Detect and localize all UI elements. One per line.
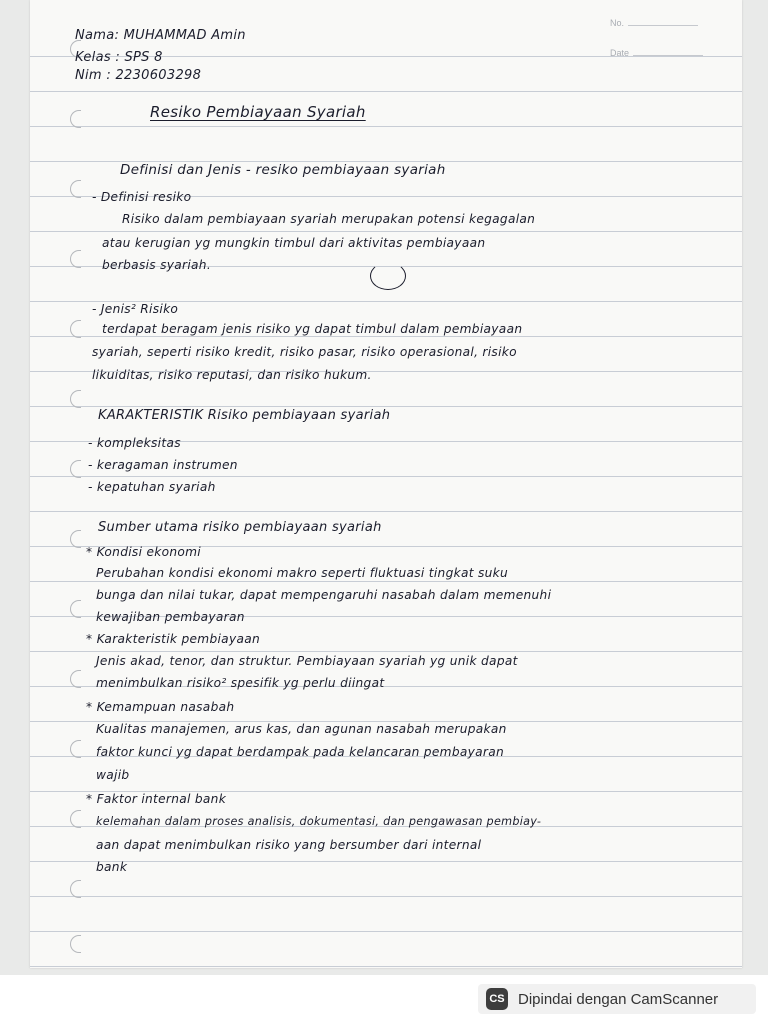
- sumber-heading: Sumber utama risiko pembiayaan syariah: [98, 520, 382, 535]
- sumber-line: bank: [96, 860, 128, 874]
- note-title: Resiko Pembiayaan Syariah: [150, 103, 366, 121]
- sumber-line: * Kondisi ekonomi: [86, 545, 201, 559]
- definisi-heading: Definisi dan Jenis - resiko pembiayaan syariah: [120, 162, 446, 178]
- binder-holes: [70, 30, 90, 950]
- definisi-line: Risiko dalam pembiayaan syariah merupakan potensi kegagalan: [122, 212, 536, 226]
- jenis-line: - Jenis² Risiko: [92, 302, 179, 316]
- jenis-line: syariah, seperti risiko kredit, risiko pasar, risiko operasional, risiko: [92, 345, 517, 359]
- sumber-line: kewajiban pembayaran: [96, 610, 245, 624]
- sumber-line: Jenis akad, tenor, dan struktur. Pembiayaan syariah yg unik dapat: [96, 654, 518, 668]
- definisi-line: berbasis syariah.: [102, 258, 212, 272]
- sumber-line: menimbulkan risiko² spesifik yg perlu diingat: [96, 676, 385, 690]
- paper-no-field: No.: [610, 18, 698, 28]
- karakteristik-item: - kompleksitas: [88, 436, 181, 450]
- karakteristik-item: - keragaman instrumen: [88, 458, 238, 472]
- sumber-line: * Karakteristik pembiayaan: [86, 632, 261, 646]
- karakteristik-item: - kepatuhan syariah: [88, 480, 216, 494]
- sumber-line: Perubahan kondisi ekonomi makro seperti fluktuasi tingkat suku: [96, 566, 509, 580]
- sumber-line: * Faktor internal bank: [86, 792, 227, 806]
- camscanner-text: Dipindai dengan CamScanner: [518, 990, 719, 1008]
- jenis-line: terdapat beragam jenis risiko yg dapat timbul dalam pembiayaan: [102, 322, 523, 336]
- karakteristik-heading: KARAKTERISTIK Risiko pembiayaan syariah: [98, 408, 391, 423]
- definisi-line: - Definisi resiko: [92, 190, 192, 204]
- sumber-line: kelemahan dalam proses analisis, dokumentasi, dan pengawasan pembiay-: [96, 815, 542, 828]
- doodle-mark: [370, 262, 406, 290]
- student-nim: Nim : 2230603298: [75, 68, 202, 83]
- notebook-page: [30, 0, 742, 968]
- sumber-line: wajib: [96, 768, 130, 782]
- sumber-line: faktor kunci yg dapat berdampak pada kelancaran pembayaran: [96, 745, 505, 759]
- student-class: Kelas : SPS 8: [75, 50, 163, 65]
- camscanner-watermark: [478, 984, 756, 1014]
- jenis-line: likuiditas, risiko reputasi, dan risiko hukum.: [92, 368, 372, 382]
- camscanner-logo: CS: [486, 988, 508, 1010]
- sumber-line: * Kemampuan nasabah: [86, 700, 235, 714]
- sumber-line: bunga dan nilai tukar, dapat mempengaruhi nasabah dalam memenuhi: [96, 588, 552, 602]
- definisi-line: atau kerugian yg mungkin timbul dari aktivitas pembiayaan: [102, 236, 486, 250]
- paper-date-field: Date: [610, 48, 703, 58]
- sumber-line: aan dapat menimbulkan risiko yang bersumber dari internal: [96, 838, 482, 852]
- sumber-line: Kualitas manajemen, arus kas, dan agunan nasabah merupakan: [96, 722, 507, 736]
- student-name: Nama: MUHAMMAD Amin: [75, 28, 246, 43]
